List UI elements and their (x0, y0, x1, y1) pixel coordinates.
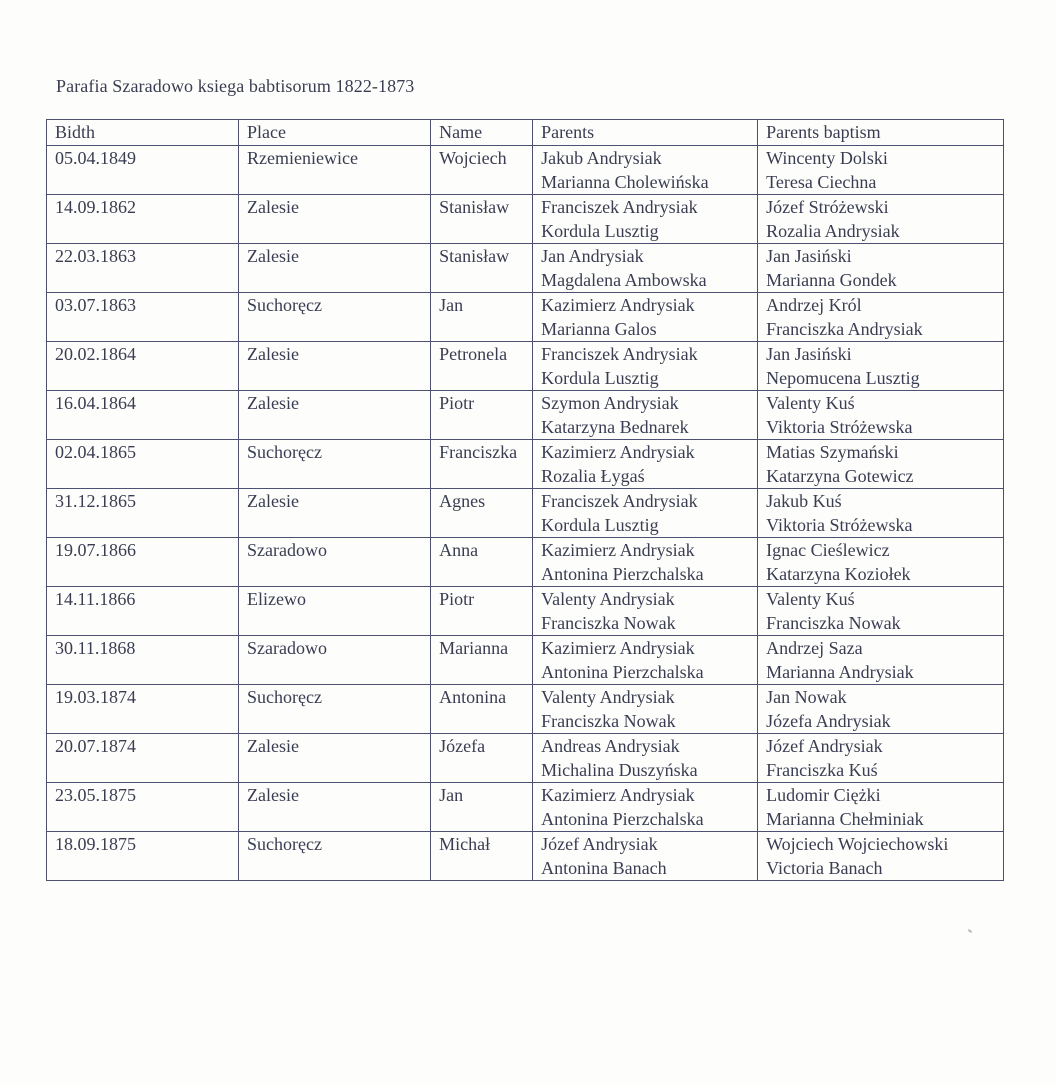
cell-birth: 05.04.1849 (47, 146, 239, 195)
parent-mother: Franciszka Nowak (766, 612, 901, 633)
cell-place: Suchoręcz (239, 293, 431, 342)
parent-father: Szymon Andrysiak (541, 393, 679, 413)
table-row (47, 342, 1004, 391)
cell-parents (533, 293, 758, 342)
cell-birth: 23.05.1875 (47, 783, 239, 832)
parent-mother: Marianna Chełminiak (766, 808, 924, 829)
table-body (47, 146, 1004, 881)
cell-name: Stanisław (431, 195, 533, 244)
parent-mother: Nepomucena Lusztig (766, 367, 920, 388)
cell-birth: 03.07.1863 (47, 293, 239, 342)
cell-birth: 19.07.1866 (47, 538, 239, 587)
cell-parents-baptism (758, 538, 1004, 587)
parent-mother: Rozalia Andrysiak (766, 220, 900, 241)
parent-mother: Magdalena Ambowska (541, 269, 707, 290)
cell-parents (533, 832, 758, 881)
cell-place: Zalesie (239, 783, 431, 832)
cell-name: Jan (431, 293, 533, 342)
table-header (47, 120, 1004, 146)
parent-mother: Viktoria Stróżewska (766, 416, 913, 437)
cell-parents (533, 342, 758, 391)
cell-place: Zalesie (239, 244, 431, 293)
parent-mother: Katarzyna Bednarek (541, 416, 689, 437)
cell-name: Piotr (431, 587, 533, 636)
cell-birth: 31.12.1865 (47, 489, 239, 538)
parent-father: Kazimierz Andrysiak (541, 442, 695, 462)
parent-father: Jan Nowak (766, 687, 847, 707)
parent-mother: Antonina Pierzchalska (541, 563, 704, 584)
cell-place: Rzemieniewice (239, 146, 431, 195)
cell-birth: 16.04.1864 (47, 391, 239, 440)
parent-father: Kazimierz Andrysiak (541, 785, 695, 805)
table-row (47, 636, 1004, 685)
parent-mother: Kordula Lusztig (541, 220, 659, 241)
cell-name: Agnes (431, 489, 533, 538)
parent-father: Franciszek Andrysiak (541, 491, 698, 511)
cell-parents (533, 391, 758, 440)
cell-name: Petronela (431, 342, 533, 391)
parent-mother: Katarzyna Koziołek (766, 563, 911, 584)
parent-father: Valenty Andrysiak (541, 589, 675, 609)
cell-birth: 20.02.1864 (47, 342, 239, 391)
parent-mother: Marianna Cholewińska (541, 171, 709, 192)
cell-parents-baptism (758, 783, 1004, 832)
cell-parents-baptism (758, 146, 1004, 195)
parent-mother: Antonina Banach (541, 857, 667, 878)
parent-father: Józef Stróżewski (766, 197, 889, 217)
cell-parents (533, 587, 758, 636)
table-row (47, 244, 1004, 293)
cell-place: Zalesie (239, 489, 431, 538)
parent-father: Ludomir Ciężki (766, 785, 881, 805)
cell-birth: 22.03.1863 (47, 244, 239, 293)
cell-parents (533, 636, 758, 685)
cell-parents (533, 244, 758, 293)
cell-birth: 14.11.1866 (47, 587, 239, 636)
parent-father: Valenty Kuś (766, 589, 855, 609)
parent-father: Kazimierz Andrysiak (541, 540, 695, 560)
parent-mother: Franciszka Nowak (541, 710, 676, 731)
parent-father: Jan Jasiński (766, 246, 852, 266)
parent-mother: Antonina Pierzchalska (541, 808, 704, 829)
table-row (47, 685, 1004, 734)
cell-parents-baptism (758, 587, 1004, 636)
parent-father: Ignac Cieślewicz (766, 540, 890, 560)
column-header-parents: Parents (533, 120, 758, 146)
cell-parents-baptism (758, 293, 1004, 342)
cell-place: Suchoręcz (239, 440, 431, 489)
cell-parents-baptism (758, 685, 1004, 734)
cell-name: Jan (431, 783, 533, 832)
table-row (47, 734, 1004, 783)
table-row (47, 146, 1004, 195)
cell-parents-baptism (758, 244, 1004, 293)
parent-father: Wincenty Dolski (766, 148, 888, 168)
cell-parents (533, 440, 758, 489)
cell-parents (533, 146, 758, 195)
table-row (47, 832, 1004, 881)
cell-place: Szaradowo (239, 636, 431, 685)
cell-parents-baptism (758, 636, 1004, 685)
parent-father: Kazimierz Andrysiak (541, 638, 695, 658)
parent-father: Józef Andrysiak (766, 736, 883, 756)
cell-parents (533, 195, 758, 244)
cell-parents-baptism (758, 489, 1004, 538)
cell-parents-baptism (758, 734, 1004, 783)
parent-father: Jakub Andrysiak (541, 148, 662, 168)
cell-parents-baptism (758, 832, 1004, 881)
baptism-records-table (46, 119, 1004, 881)
column-header-birth: Bidth (47, 120, 239, 146)
cell-place: Szaradowo (239, 538, 431, 587)
parent-father: Wojciech Wojciechowski (766, 834, 949, 854)
cell-place: Zalesie (239, 195, 431, 244)
cell-birth: 19.03.1874 (47, 685, 239, 734)
cell-birth: 20.07.1874 (47, 734, 239, 783)
cell-parents-baptism (758, 195, 1004, 244)
column-header-name: Name (431, 120, 533, 146)
parent-mother: Michalina Duszyńska (541, 759, 698, 780)
parent-father: Valenty Andrysiak (541, 687, 675, 707)
parent-father: Józef Andrysiak (541, 834, 658, 854)
cell-birth: 02.04.1865 (47, 440, 239, 489)
cell-name: Marianna (431, 636, 533, 685)
cell-name: Wojciech (431, 146, 533, 195)
parent-father: Kazimierz Andrysiak (541, 295, 695, 315)
parent-father: Jakub Kuś (766, 491, 842, 511)
table-row (47, 587, 1004, 636)
parent-mother: Józefa Andrysiak (766, 710, 891, 731)
cell-birth: 30.11.1868 (47, 636, 239, 685)
parent-father: Andreas Andrysiak (541, 736, 680, 756)
cell-place: Elizewo (239, 587, 431, 636)
parent-mother: Franciszka Nowak (541, 612, 676, 633)
parent-mother: Antonina Pierzchalska (541, 661, 704, 682)
parent-mother: Kordula Lusztig (541, 514, 659, 535)
parent-mother: Marianna Gondek (766, 269, 897, 290)
table-row (47, 440, 1004, 489)
cell-birth: 14.09.1862 (47, 195, 239, 244)
parent-mother: Franciszka Andrysiak (766, 318, 923, 339)
page-title: Parafia Szaradowo ksiega babtisorum 1822-1873 (56, 76, 415, 96)
scan-speck (968, 929, 972, 933)
parent-mother: Franciszka Kuś (766, 759, 878, 780)
cell-place: Zalesie (239, 734, 431, 783)
table-row (47, 195, 1004, 244)
parent-mother: Teresa Ciechna (766, 171, 877, 192)
cell-parents-baptism (758, 342, 1004, 391)
cell-name: Antonina (431, 685, 533, 734)
table-row (47, 783, 1004, 832)
cell-parents-baptism (758, 440, 1004, 489)
cell-place: Zalesie (239, 342, 431, 391)
cell-parents (533, 783, 758, 832)
cell-birth: 18.09.1875 (47, 832, 239, 881)
parent-mother: Marianna Galos (541, 318, 657, 339)
table-row (47, 293, 1004, 342)
parent-father: Jan Jasiński (766, 344, 852, 364)
table-row (47, 538, 1004, 587)
cell-parents (533, 538, 758, 587)
parent-mother: Kordula Lusztig (541, 367, 659, 388)
cell-place: Zalesie (239, 391, 431, 440)
column-header-place: Place (239, 120, 431, 146)
cell-name: Anna (431, 538, 533, 587)
cell-parents (533, 685, 758, 734)
cell-name: Józefa (431, 734, 533, 783)
parent-father: Franciszek Andrysiak (541, 344, 698, 364)
parent-mother: Marianna Andrysiak (766, 661, 914, 682)
parent-father: Andrzej Saza (766, 638, 863, 658)
cell-name: Michał (431, 832, 533, 881)
table-row (47, 489, 1004, 538)
parent-father: Andrzej Król (766, 295, 862, 315)
cell-name: Franciszka (431, 440, 533, 489)
parent-father: Jan Andrysiak (541, 246, 644, 266)
parent-father: Matias Szymański (766, 442, 899, 462)
parent-father: Valenty Kuś (766, 393, 855, 413)
table-row (47, 391, 1004, 440)
parent-mother: Victoria Banach (766, 857, 883, 878)
cell-place: Suchoręcz (239, 832, 431, 881)
parent-mother: Viktoria Stróżewska (766, 514, 913, 535)
parent-father: Franciszek Andrysiak (541, 197, 698, 217)
cell-name: Piotr (431, 391, 533, 440)
header-row (47, 120, 1004, 146)
parent-mother: Rozalia Łygaś (541, 465, 645, 486)
cell-parents (533, 489, 758, 538)
cell-parents-baptism (758, 391, 1004, 440)
cell-name: Stanisław (431, 244, 533, 293)
cell-parents (533, 734, 758, 783)
cell-place: Suchoręcz (239, 685, 431, 734)
parent-mother: Katarzyna Gotewicz (766, 465, 914, 486)
column-header-parents-baptism: Parents baptism (758, 120, 1004, 146)
